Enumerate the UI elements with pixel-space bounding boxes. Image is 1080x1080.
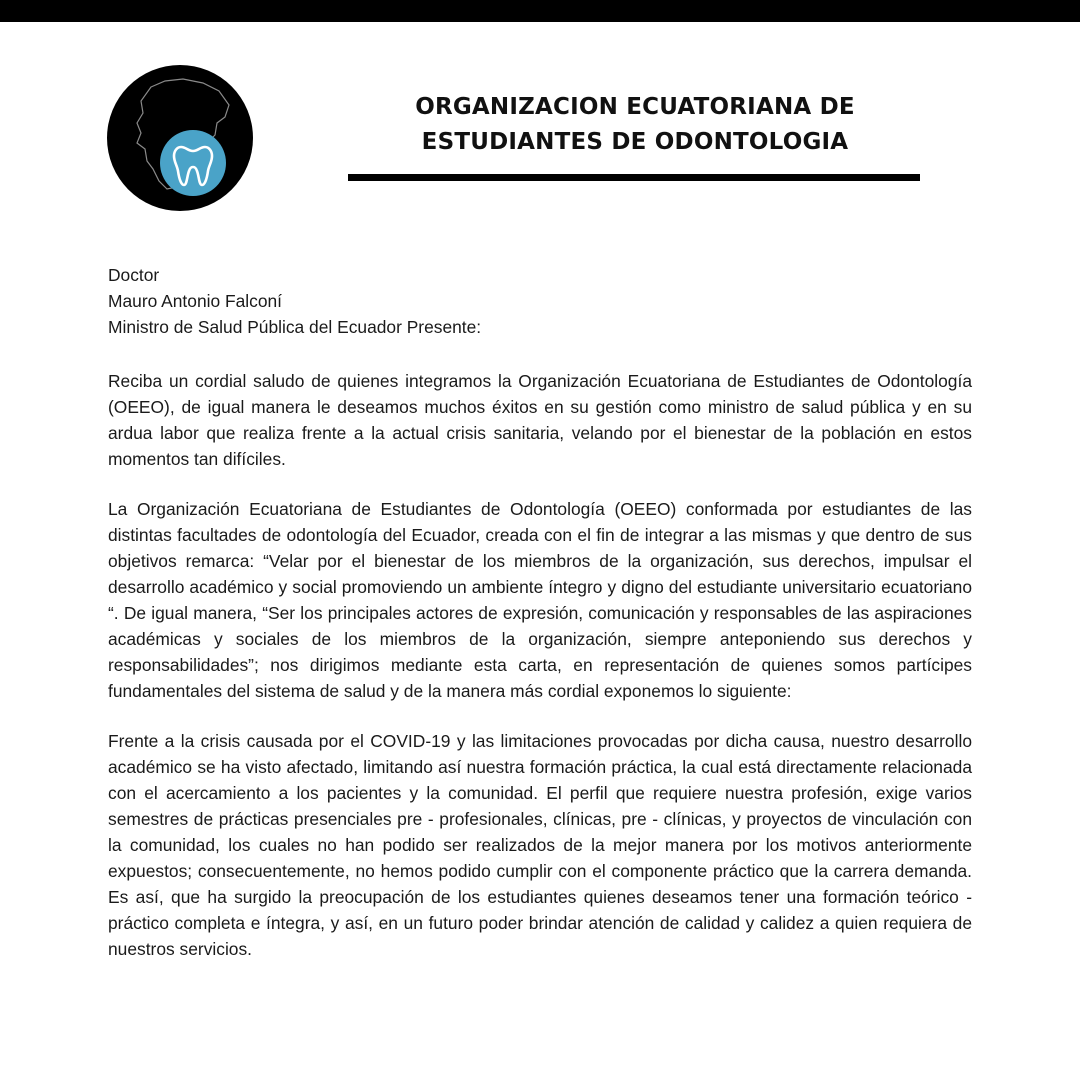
organization-logo bbox=[107, 65, 253, 211]
recipient-title: Ministro de Salud Pública del Ecuador Presente: bbox=[108, 317, 482, 337]
title-divider bbox=[348, 174, 920, 181]
letter-paragraph-1: Reciba un cordial saludo de quienes integramos la Organización Ecuatoriana de Estudiantes de Odontología (OEEO), de igual manera le deseamos muchos éxitos en su gestión como ministro de salud pública y en su ardua labor que realiza frente a la actual crisis sanitaria, velando por el bienestar de la población en estos momentos tan difíciles. bbox=[108, 371, 972, 469]
letter-paragraph-2: La Organización Ecuatoriana de Estudiantes de Odontología (OEEO) conformada por estudiantes de las distintas facultades de odontología del Ecuador, creada con el fin de integrar a las mismas y que dentro de sus objetivos remarca: “Velar por el bienestar de los miembros de la organización, sus derechos, impulsar el desarrollo académico y social promoviendo un ambiente íntegro y digno del estudiante universitario ecuatoriano “. De igual manera, “Ser los principales actores de expresión, comunicación y responsables de las aspiraciones académicas y sociales de los miembros de la organización, siempre anteponiendo sus derechos y responsabilidades”; nos dirigimos mediante esta carta, en representación de quienes somos partícipes fundamentales del sistema de salud y de la manera más cordial exponemos lo siguiente: bbox=[108, 499, 972, 701]
organization-title: ORGANIZACION ECUATORIANA DE ESTUDIANTES DE ODONTOLOGIA bbox=[415, 94, 855, 155]
letter-paragraph-3: Frente a la crisis causada por el COVID-19 y las limitaciones provocadas por dicha causa, nuestro desarrollo académico se ha visto afectado, limitando así nuestra formación práctica, la cual está directamente relacionada con el acercamiento a los pacientes y la comunidad. El perfil que requiere nuestra profesión, exige varios semestres de prácticas presenciales pre - profesionales, clínicas, pre - clínicas, y proyectos de vinculación con la comunidad, los cuales no han podido ser realizados de la mejor manera por los motivos anteriormente expuestos; consecuentemente, no hemos podido cumplir con el componente práctico que la carrera demanda. Es así, que ha surgido la preocupación de los estudiantes quienes deseamos tener una formación teórico - práctico completa e íntegra, y así, en un futuro poder brindar atención de calidad y calidez a quien requiera de nuestros servicios. bbox=[108, 731, 972, 959]
addressee-block bbox=[108, 262, 972, 340]
salutation: Doctor bbox=[108, 265, 160, 285]
top-black-bar bbox=[0, 0, 1080, 22]
recipient-name: Mauro Antonio Falconí bbox=[108, 291, 283, 311]
ecuador-map-tooth-logo-icon bbox=[107, 65, 253, 211]
letter-body bbox=[108, 262, 972, 986]
